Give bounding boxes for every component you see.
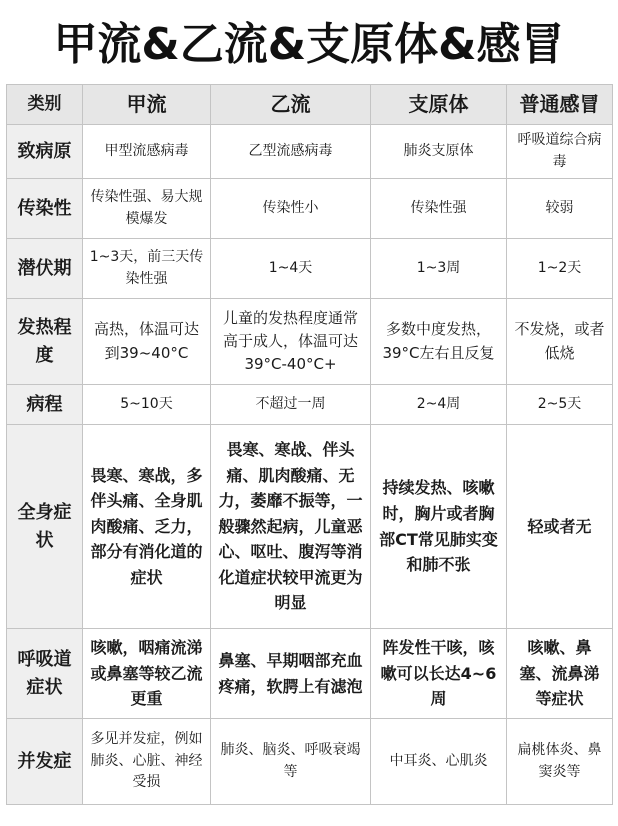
cell-common-cold: 不发烧，或者低烧 — [507, 299, 613, 385]
row-contagiousness — [7, 179, 613, 239]
cell-influenza-b: 传染性小 — [211, 179, 371, 239]
cell-influenza-a: 传染性强、易大规模爆发 — [83, 179, 211, 239]
cell-influenza-a: 咳嗽，咽痛流涕或鼻塞等较乙流更重 — [83, 629, 211, 719]
cell-mycoplasma: 中耳炎、心肌炎 — [371, 719, 507, 805]
cell-common-cold: 较弱 — [507, 179, 613, 239]
cell-influenza-a: 畏寒、寒战，多伴头痛、全身肌肉酸痛、乏力，部分有消化道的症状 — [83, 425, 211, 629]
cell-influenza-a: 1~3天，前三天传染性强 — [83, 239, 211, 299]
cell-common-cold: 2~5天 — [507, 385, 613, 425]
cell-influenza-b: 儿童的发热程度通常高于成人，体温可达39°C-40°C+ — [211, 299, 371, 385]
row-systemic-symptoms — [7, 425, 613, 629]
cell-mycoplasma: 2~4周 — [371, 385, 507, 425]
cell-common-cold: 轻或者无 — [507, 425, 613, 629]
header-influenza-b: 乙流 — [211, 85, 371, 125]
cell-mycoplasma: 持续发热、咳嗽时，胸片或者胸部CT常见肺实变和肺不张 — [371, 425, 507, 629]
header-common-cold: 普通感冒 — [507, 85, 613, 125]
cell-influenza-b: 鼻塞、早期咽部充血疼痛，软腭上有滤泡 — [211, 629, 371, 719]
cell-influenza-b: 畏寒、寒战、伴头痛、肌肉酸痛、无力，萎靡不振等，一般骤然起病，儿童恶心、呕吐、腹泻等消化道症状较甲流更为明显 — [211, 425, 371, 629]
cell-influenza-a: 高热，体温可达到39~40°C — [83, 299, 211, 385]
cell-common-cold: 扁桃体炎、鼻窦炎等 — [507, 719, 613, 805]
cell-influenza-b: 不超过一周 — [211, 385, 371, 425]
cell-influenza-b: 1~4天 — [211, 239, 371, 299]
row-label: 传染性 — [7, 179, 83, 239]
row-label: 发热程度 — [7, 299, 83, 385]
cell-mycoplasma: 1~3周 — [371, 239, 507, 299]
cell-influenza-a: 甲型流感病毒 — [83, 125, 211, 179]
page-title: 甲流&乙流&支原体&感冒 — [53, 19, 565, 70]
row-course — [7, 385, 613, 425]
cell-common-cold: 咳嗽、鼻塞、流鼻涕等症状 — [507, 629, 613, 719]
comparison-table — [6, 84, 613, 805]
cell-mycoplasma: 传染性强 — [371, 179, 507, 239]
cell-mycoplasma: 肺炎支原体 — [371, 125, 507, 179]
row-label: 并发症 — [7, 719, 83, 805]
cell-common-cold: 呼吸道综合病毒 — [507, 125, 613, 179]
row-label: 全身症状 — [7, 425, 83, 629]
row-label: 潜伏期 — [7, 239, 83, 299]
cell-influenza-b: 肺炎、脑炎、呼吸衰竭等 — [211, 719, 371, 805]
cell-mycoplasma: 阵发性干咳，咳嗽可以长达4~6周 — [371, 629, 507, 719]
row-label: 病程 — [7, 385, 83, 425]
cell-common-cold: 1~2天 — [507, 239, 613, 299]
row-pathogen — [7, 125, 613, 179]
header-row — [7, 85, 613, 125]
cell-influenza-a: 多见并发症，例如肺炎、心脏、神经受损 — [83, 719, 211, 805]
cell-influenza-b: 乙型流感病毒 — [211, 125, 371, 179]
cell-mycoplasma: 多数中度发热，39°C左右且反复 — [371, 299, 507, 385]
header-influenza-a: 甲流 — [83, 85, 211, 125]
row-incubation — [7, 239, 613, 299]
row-label: 致病原 — [7, 125, 83, 179]
cell-influenza-a: 5~10天 — [83, 385, 211, 425]
header-mycoplasma: 支原体 — [371, 85, 507, 125]
header-category: 类别 — [7, 85, 83, 125]
row-respiratory-symptoms — [7, 629, 613, 719]
row-complications — [7, 719, 613, 805]
row-label: 呼吸道症状 — [7, 629, 83, 719]
row-fever — [7, 299, 613, 385]
